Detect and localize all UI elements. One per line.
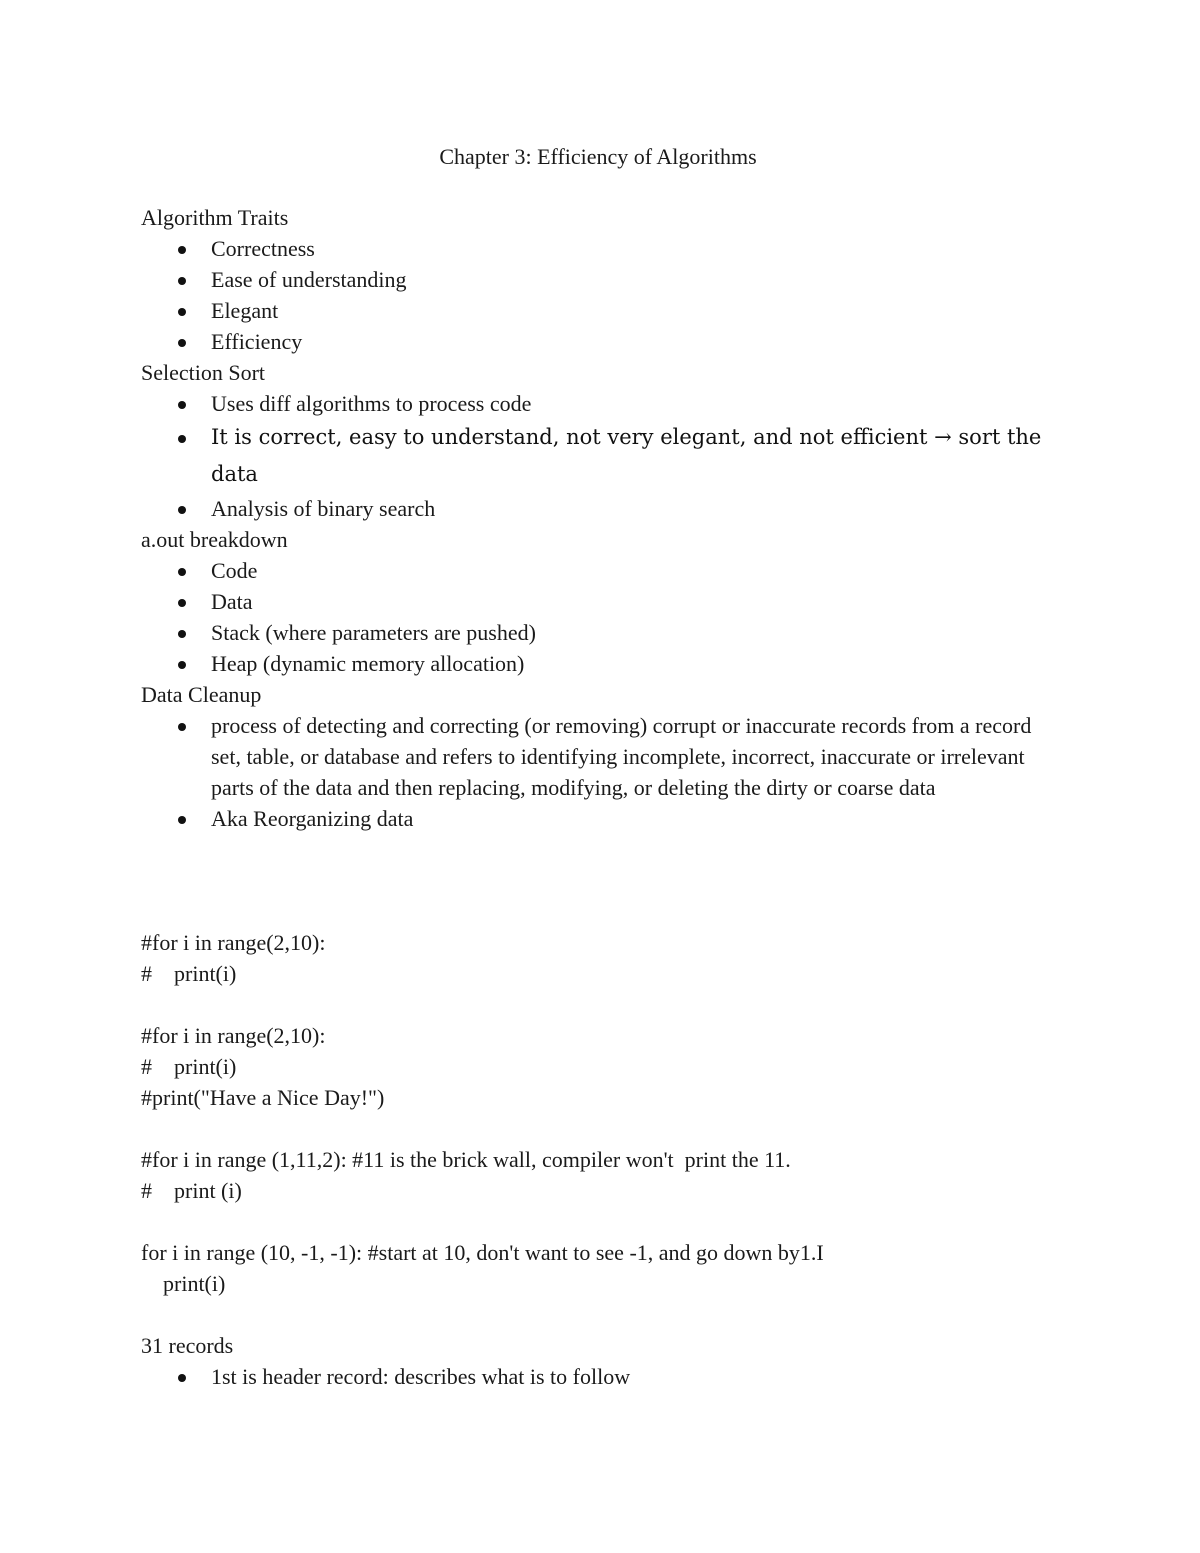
code-block-2 [141,1020,1061,1113]
list-item: Aka Reorganizing data [211,803,1061,834]
code-line: #for i in range(2,10): [141,930,326,955]
document-body [141,202,1061,1392]
code-block-1 [141,927,1061,989]
list-item: Heap (dynamic memory allocation) [211,648,1061,679]
list-item: Efficiency [211,326,1061,357]
code-line: #print("Have a Nice Day!") [141,1085,385,1110]
code-line: print(i) [141,1271,226,1296]
list-item: Uses diff algorithms to process code [211,388,1061,419]
code-line: #for i in range(2,10): [141,1023,326,1048]
list-item: Data [211,586,1061,617]
page-title: Chapter 3: Efficiency of Algorithms [439,144,757,169]
list-item: 1st is header record: describes what is to follow [211,1361,1061,1392]
list-item: process of detecting and correcting (or removing) corrupt or inaccurate records from a record set, table, or database and refers to identifying incomplete, incorrect, inaccurate or irrelevant parts of the data and then replacing, modifying, or deleting the dirty or coarse data [211,710,1061,803]
code-line: #for i in range (1,11,2): #11 is the brick wall, compiler won't print the 11. [141,1147,791,1172]
list-item: Ease of understanding [211,264,1061,295]
aout-breakdown-list [141,555,1061,679]
list-item: Code [211,555,1061,586]
data-cleanup-list [141,710,1061,834]
code-block-4 [141,1237,1061,1299]
list-item: Stack (where parameters are pushed) [211,617,1061,648]
section-heading-aout-breakdown: a.out breakdown [141,527,288,552]
code-block-3 [141,1144,1061,1206]
list-item: Correctness [211,233,1061,264]
list-item: Analysis of binary search [211,493,1061,524]
list-item: It is correct, easy to understand, not very elegant, and not efficient → sort the data [211,419,1061,493]
code-line: for i in range (10, -1, -1): #start at 10, don't want to see -1, and go down by1.I [141,1240,824,1265]
section-heading-records: 31 records [141,1333,234,1358]
code-line: # print(i) [141,1054,237,1079]
code-line: # print (i) [141,1178,242,1203]
code-line: # print(i) [141,961,237,986]
list-item: Elegant [211,295,1061,326]
section-heading-data-cleanup: Data Cleanup [141,682,262,707]
section-heading-selection-sort: Selection Sort [141,360,266,385]
selection-sort-list [141,388,1061,524]
section-heading-algorithm-traits: Algorithm Traits [141,205,289,230]
algorithm-traits-list [141,233,1061,357]
records-list [141,1361,1061,1392]
